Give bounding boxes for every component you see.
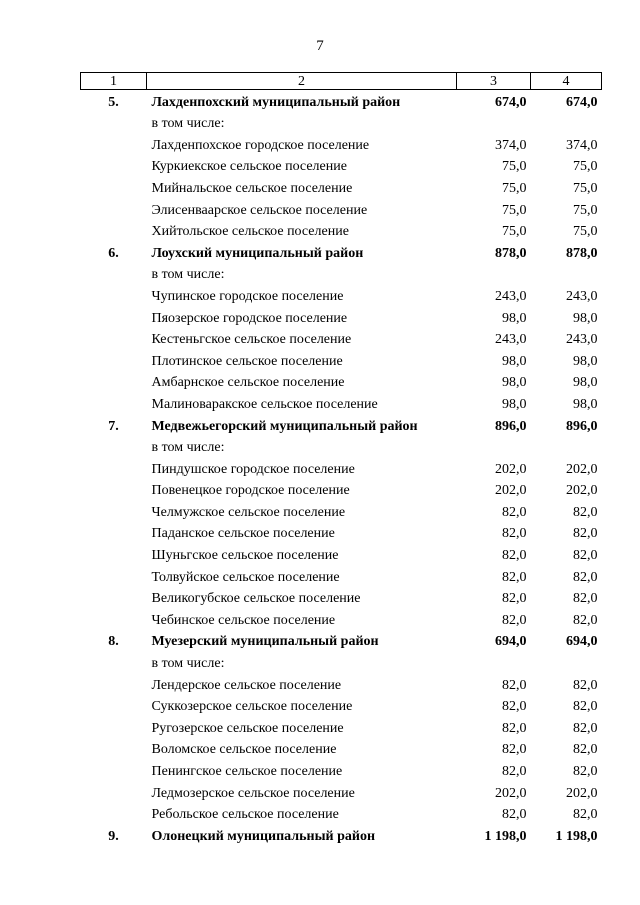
settlement-row xyxy=(81,803,602,825)
subheading-row xyxy=(81,112,602,134)
value-col-4: 82,0 xyxy=(573,742,598,758)
settlement-row xyxy=(81,371,602,393)
settlement-row xyxy=(81,457,602,479)
row-number: 6. xyxy=(108,245,119,261)
settlement-row xyxy=(81,565,602,587)
value-col-4: 202,0 xyxy=(566,483,598,499)
row-number xyxy=(81,738,147,760)
settlement-name: Кестеньгское сельское поселение xyxy=(151,332,352,348)
settlement-name: Чебинское сельское поселение xyxy=(151,612,336,628)
settlement-row xyxy=(81,738,602,760)
settlement-row xyxy=(81,284,602,306)
row-number xyxy=(81,651,147,673)
header-col-4: 4 xyxy=(531,73,602,90)
row-number xyxy=(81,759,147,781)
settlement-name: Плотинское сельское поселение xyxy=(151,353,343,369)
value-col-3: 75,0 xyxy=(502,159,527,175)
row-number xyxy=(81,392,147,414)
settlement-name: Малиноваракское сельское поселение xyxy=(151,396,378,412)
value-col-3 xyxy=(457,112,531,134)
subheading-row xyxy=(81,436,602,458)
value-col-4 xyxy=(531,112,602,134)
allocation-table xyxy=(80,72,602,846)
settlement-row xyxy=(81,220,602,242)
settlement-name: Пяозерское городское поселение xyxy=(151,310,348,326)
district-row xyxy=(81,630,602,652)
row-number xyxy=(81,436,147,458)
row-number xyxy=(81,176,147,198)
subheading-label: в том числе: xyxy=(151,656,225,672)
settlement-row xyxy=(81,198,602,220)
settlement-name: Ледмозерское сельское поселение xyxy=(151,785,355,801)
row-number xyxy=(81,479,147,501)
value-col-4: 243,0 xyxy=(566,288,598,304)
settlement-row xyxy=(81,133,602,155)
value-col-3: 82,0 xyxy=(502,526,527,542)
page-number: 7 xyxy=(316,38,324,54)
value-col-4: 82,0 xyxy=(573,612,598,628)
header-col-3: 3 xyxy=(457,73,531,90)
value-col-3: 75,0 xyxy=(502,202,527,218)
row-number: 8. xyxy=(108,634,119,650)
subheading-row xyxy=(81,263,602,285)
value-col-4: 98,0 xyxy=(573,375,598,391)
value-col-3: 82,0 xyxy=(502,699,527,715)
row-number xyxy=(81,457,147,479)
settlement-name: Хийтольское сельское поселение xyxy=(151,224,349,240)
value-col-3: 82,0 xyxy=(502,720,527,736)
header-col-2: 2 xyxy=(147,73,457,90)
settlement-row xyxy=(81,155,602,177)
settlement-row xyxy=(81,479,602,501)
value-col-4: 82,0 xyxy=(573,764,598,779)
value-col-4: 202,0 xyxy=(566,785,598,801)
value-col-4: 243,0 xyxy=(566,332,598,348)
row-number xyxy=(81,522,147,544)
settlement-name: Куркиекское сельское поселение xyxy=(151,159,347,175)
settlement-row xyxy=(81,392,602,414)
settlement-name: Суккозерское сельское поселение xyxy=(151,699,353,715)
value-col-4: 82,0 xyxy=(573,699,598,715)
subheading-label: в том числе: xyxy=(151,267,225,283)
value-col-3: 82,0 xyxy=(502,504,527,520)
settlement-name: Челмужское сельское поселение xyxy=(151,504,346,520)
district-row xyxy=(81,824,602,846)
settlement-name: Ребольское сельское поселение xyxy=(151,807,339,823)
value-col-3: 694,0 xyxy=(495,634,527,650)
value-col-3: 98,0 xyxy=(502,310,527,326)
settlement-row xyxy=(81,176,602,198)
district-name: Медвежьегорский муниципальный район xyxy=(151,418,418,434)
district-row xyxy=(81,241,602,263)
settlement-row xyxy=(81,608,602,630)
settlement-row xyxy=(81,349,602,371)
value-col-3: 202,0 xyxy=(495,461,527,477)
row-number xyxy=(81,608,147,630)
row-number xyxy=(81,716,147,738)
value-col-4: 82,0 xyxy=(573,569,598,585)
settlement-name: Паданское сельское поселение xyxy=(151,526,335,542)
settlement-row xyxy=(81,716,602,738)
value-col-4 xyxy=(531,651,602,673)
district-name: Лоухский муниципальный район xyxy=(151,245,364,261)
row-number xyxy=(81,695,147,717)
value-col-3: 1 198,0 xyxy=(484,828,527,844)
row-number xyxy=(81,112,147,134)
value-col-3: 82,0 xyxy=(502,591,527,607)
settlement-row xyxy=(81,781,602,803)
value-col-4: 674,0 xyxy=(566,94,598,110)
settlement-name: Шуньгское сельское поселение xyxy=(151,548,339,564)
value-col-3: 98,0 xyxy=(502,353,527,369)
district-row xyxy=(81,90,602,112)
district-name: Олонецкий муниципальный район xyxy=(151,828,376,844)
district-name: Лахденпохский муниципальный район xyxy=(151,94,401,110)
row-number xyxy=(81,133,147,155)
value-col-3: 75,0 xyxy=(502,180,527,196)
settlement-row xyxy=(81,306,602,328)
value-col-4: 98,0 xyxy=(573,310,598,326)
settlement-name: Мийнальское сельское поселение xyxy=(151,180,353,196)
value-col-4: 75,0 xyxy=(573,180,598,196)
value-col-3: 98,0 xyxy=(502,396,527,412)
settlement-row xyxy=(81,587,602,609)
row-number xyxy=(81,781,147,803)
settlement-name: Лахденпохское городское поселение xyxy=(151,137,370,153)
district-row xyxy=(81,414,602,436)
settlement-name: Великогубское сельское поселение xyxy=(151,591,361,607)
value-col-3 xyxy=(457,651,531,673)
row-number xyxy=(81,306,147,328)
value-col-3: 82,0 xyxy=(502,742,527,758)
header-row xyxy=(81,73,602,90)
value-col-3: 202,0 xyxy=(495,483,527,499)
value-col-3: 374,0 xyxy=(495,137,527,153)
value-col-3: 674,0 xyxy=(495,94,527,110)
value-col-4: 82,0 xyxy=(573,720,598,736)
value-col-4: 82,0 xyxy=(573,677,598,693)
value-col-4: 202,0 xyxy=(566,461,598,477)
value-col-3: 243,0 xyxy=(495,288,527,304)
row-number xyxy=(81,155,147,177)
row-number: 7. xyxy=(108,418,119,434)
value-col-4: 82,0 xyxy=(573,504,598,520)
value-col-3: 82,0 xyxy=(502,569,527,585)
table-body xyxy=(81,90,602,846)
value-col-3: 243,0 xyxy=(495,332,527,348)
value-col-3: 202,0 xyxy=(495,785,527,801)
value-col-4: 98,0 xyxy=(573,353,598,369)
value-col-3: 98,0 xyxy=(502,375,527,391)
settlement-name: Пенингское сельское поселение xyxy=(151,764,343,779)
subheading-row xyxy=(81,651,602,673)
settlement-name: Воломское сельское поселение xyxy=(151,742,337,758)
value-col-3: 82,0 xyxy=(502,807,527,823)
row-number: 5. xyxy=(108,94,119,110)
settlement-name: Толвуйское сельское поселение xyxy=(151,569,340,585)
settlement-name: Амбарнское сельское поселение xyxy=(151,375,345,391)
value-col-3: 82,0 xyxy=(502,764,527,779)
value-col-4: 75,0 xyxy=(573,224,598,240)
value-col-3: 82,0 xyxy=(502,548,527,564)
settlement-row xyxy=(81,673,602,695)
value-col-4: 82,0 xyxy=(573,591,598,607)
value-col-4: 75,0 xyxy=(573,159,598,175)
settlement-name: Ругозерское сельское поселение xyxy=(151,720,344,736)
row-number xyxy=(81,543,147,565)
settlement-name: Лендерское сельское поселение xyxy=(151,677,342,693)
value-col-4: 98,0 xyxy=(573,396,598,412)
value-col-4 xyxy=(531,263,602,285)
value-col-4: 694,0 xyxy=(566,634,598,650)
row-number xyxy=(81,220,147,242)
settlement-row xyxy=(81,759,602,781)
district-name: Муезерский муниципальный район xyxy=(151,634,379,650)
settlement-name: Элисенваарское сельское поселение xyxy=(151,202,368,218)
row-number xyxy=(81,673,147,695)
value-col-3: 896,0 xyxy=(495,418,527,434)
row-number xyxy=(81,587,147,609)
value-col-3: 878,0 xyxy=(495,245,527,261)
value-col-3: 82,0 xyxy=(502,677,527,693)
value-col-4: 82,0 xyxy=(573,548,598,564)
value-col-4: 878,0 xyxy=(566,245,598,261)
row-number xyxy=(81,328,147,350)
row-number xyxy=(81,803,147,825)
value-col-4 xyxy=(531,436,602,458)
table-header xyxy=(81,73,602,90)
value-col-3: 82,0 xyxy=(502,612,527,628)
value-col-3 xyxy=(457,436,531,458)
settlement-name: Пиндушское городское поселение xyxy=(151,461,355,477)
value-col-4: 82,0 xyxy=(573,526,598,542)
settlement-row xyxy=(81,695,602,717)
value-col-3 xyxy=(457,263,531,285)
value-col-4: 82,0 xyxy=(573,807,598,823)
row-number xyxy=(81,371,147,393)
row-number: 9. xyxy=(108,828,119,844)
settlement-row xyxy=(81,500,602,522)
row-number xyxy=(81,565,147,587)
settlement-row xyxy=(81,522,602,544)
row-number xyxy=(81,500,147,522)
settlement-name: Повенецкое городское поселение xyxy=(151,483,350,499)
header-col-1: 1 xyxy=(81,73,147,90)
settlement-row xyxy=(81,543,602,565)
settlement-name: Чупинское городское поселение xyxy=(151,288,344,304)
subheading-label: в том числе: xyxy=(151,116,225,132)
row-number xyxy=(81,198,147,220)
value-col-4: 75,0 xyxy=(573,202,598,218)
row-number xyxy=(81,263,147,285)
value-col-3: 75,0 xyxy=(502,224,527,240)
row-number xyxy=(81,349,147,371)
settlement-row xyxy=(81,328,602,350)
row-number xyxy=(81,284,147,306)
value-col-4: 896,0 xyxy=(566,418,598,434)
value-col-4: 1 198,0 xyxy=(555,828,598,844)
value-col-4: 374,0 xyxy=(566,137,598,153)
subheading-label: в том числе: xyxy=(151,440,225,456)
